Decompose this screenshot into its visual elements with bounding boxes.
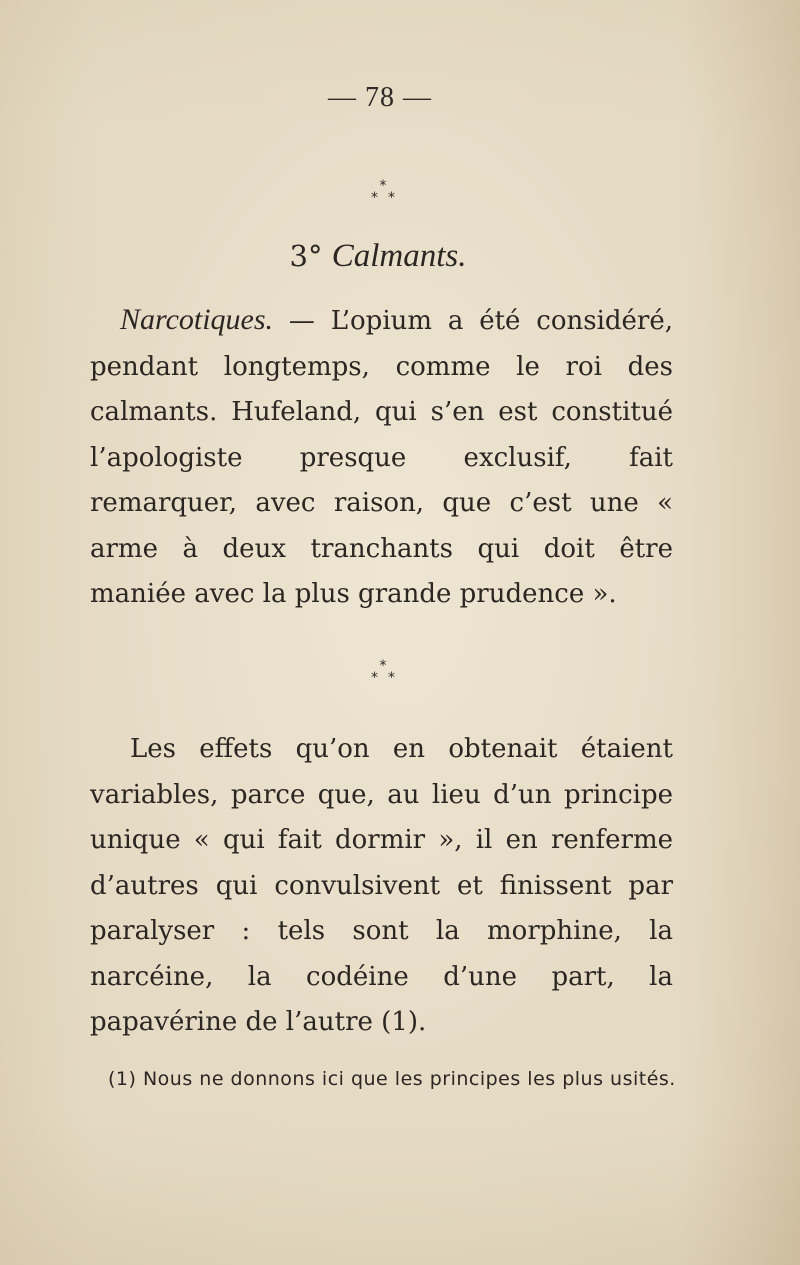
asterism-stars-bottom: ** [371,670,405,686]
paragraph-text: — L’opium a été considéré, pendant longtemps, comme le roi des calmants. Hufeland, qui s’en est constitué l’apologiste presque exclusif, fait remarquer, avec raison, que c’est une « arme à deux tranchants qui doit être maniée avec la plus grande prudence ». [90,306,673,609]
footnote: (1) Nous ne donnons ici que les principes les plus usités. [108,1068,676,1090]
asterism-middle [0,660,766,684]
section-title: Calmants. [331,238,467,274]
asterism-star-top: * [379,658,387,674]
section-heading [0,238,756,275]
page-number: — 78 — [328,82,432,113]
paragraph-effets [90,727,673,1046]
paragraph-text: Les effets qu’on en obtenait étaient variables, parce que, au lieu d’un principe unique « qui fait dormir », il en renferme d’autres qui convulsivent et finissent par paralyser : tels sont la morphine, la narcéine, la codéine d’une part, la papavérine de l’autre (1). [90,734,673,1037]
section-number: 3° [289,239,332,273]
paragraph-narcotiques [90,297,673,618]
paragraph-lead: Narcotiques. [120,303,274,336]
asterism-top [0,180,766,204]
asterism-star-top: * [379,178,387,194]
asterism-stars-bottom: ** [371,190,405,206]
